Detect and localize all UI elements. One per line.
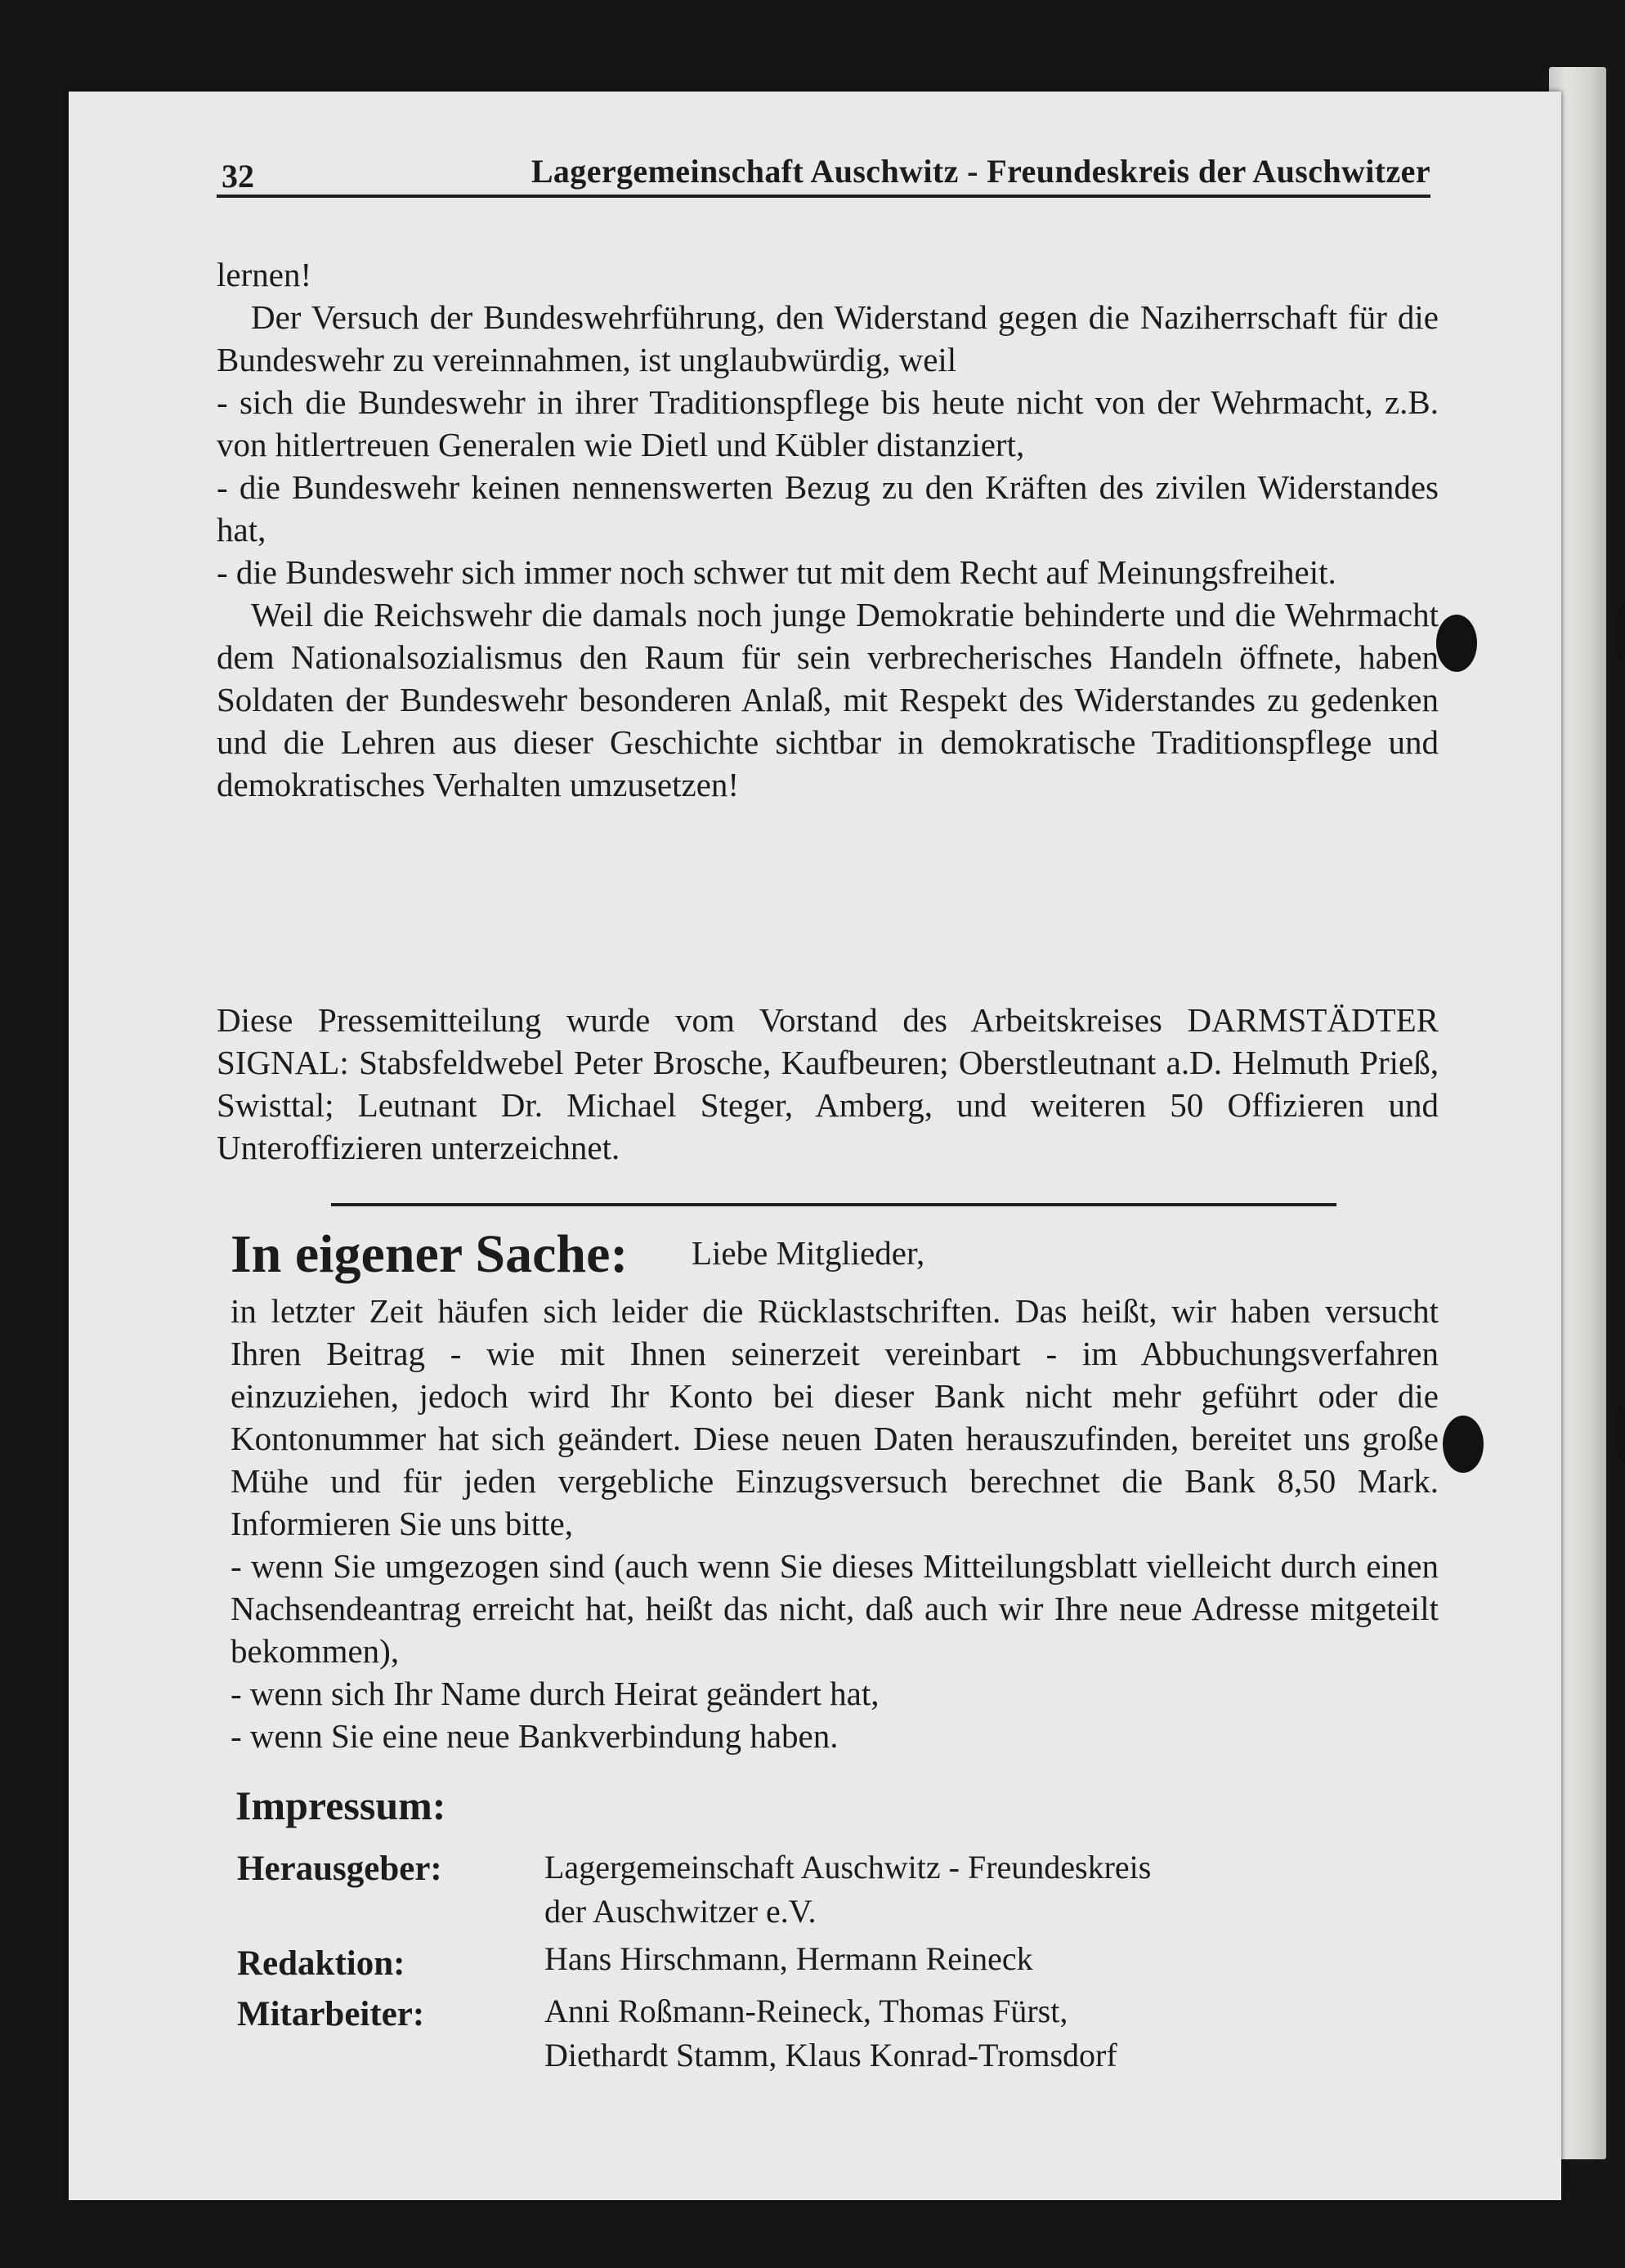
article-body [217, 253, 1439, 806]
article-bullet: - sich die Bundeswehr in ihrer Traditionspflege bis heute nicht von der Wehrmacht, z.B. von hitlertreuen Generalen wie Dietl und Kübler distanziert, [217, 383, 1439, 463]
article-paragraph: Diese Pressemitteilung wurde vom Vorstand des Arbeitskreises DARMSTÄDTER SIGNAL: Stabsfeldwebel Peter Brosche, Kaufbeuren; Oberstleutnant a.D. Helmuth Prieß, Swisttal; Leutnant Dr. Michael Steger, Amberg, und weiteren 50 Offizieren und Unteroffizieren unterzeichnet. [217, 1001, 1439, 1166]
article-paragraph: lernen! [217, 256, 312, 293]
punch-hole [1443, 1416, 1484, 1473]
mitarbeiter-value [544, 1989, 1117, 2078]
mitarbeiter-label: Mitarbeiter: [237, 1995, 425, 2033]
mitarbeiter-line: Anni Roßmann-Reineck, Thomas Fürst, [544, 1993, 1068, 2029]
article-bullet: - die Bundeswehr keinen nennenswerten Bezug zu den Kräften des zivilen Widerstandes hat, [217, 468, 1439, 548]
herausgeber-label: Herausgeber: [237, 1850, 442, 1888]
notice-paragraph: in letzter Zeit häufen sich leider die Rücklastschriften. Das heißt, wir haben versucht Ihren Beitrag - wie mit Ihnen seinerzeit vereinbart - im Abbuchungsverfahren einzuziehen, jedoch wird Ihr Konto bei dieser Bank nicht mehr geführt oder die Kontonummer hat sich geändert. Diese neuen Daten herauszufinden, bereitet uns große Mühe und für jeden vergebliche Einzugsversuch berechnet die Bank 8,50 Mark. Informieren Sie uns bitte, [231, 1292, 1439, 1542]
greeting: Liebe Mitglieder, [692, 1234, 925, 1272]
section-heading: In eigener Sache: [231, 1224, 629, 1284]
mitarbeiter-line: Diethardt Stamm, Klaus Konrad-Tromsdorf [544, 2037, 1117, 2073]
article-paragraph: Weil die Reichswehr die damals noch junge Demokratie behinderte und die Wehrmacht dem Nationalsozialismus den Raum für sein verbrecherisches Handeln öffnete, haben Soldaten der Bundeswehr besonderen Anlaß, mit Respekt des Widerstandes zu gedenken und die Lehren aus dieser Geschichte sichtbar in demokratische Traditionspflege und demokratisches Verhalten umzusetzen! [217, 596, 1439, 803]
page-number: 32 [222, 158, 254, 195]
punch-hole [1614, 605, 1625, 662]
press-release-signature [217, 999, 1439, 1169]
impressum-heading: Impressum: [235, 1783, 446, 1828]
section-divider [331, 1203, 1336, 1206]
notice-bullet: - wenn Sie eine neue Bankverbindung haben. [231, 1717, 839, 1755]
article-bullet: - die Bundeswehr sich immer noch schwer tut mit dem Recht auf Meinungsfreiheit. [217, 553, 1336, 591]
header-title: Lagergemeinschaft Auschwitz - Freundeskreis der Auschwitzer [530, 153, 1430, 190]
herausgeber-value [544, 1845, 1151, 1934]
herausgeber-line: Lagergemeinschaft Auschwitz - Freundeskreis [544, 1849, 1152, 1886]
notice-bullet: - wenn Sie umgezogen sind (auch wenn Sie dieses Mitteilungsblatt vielleicht durch einen Nachsendeantrag erreicht hat, heißt das nicht, daß auch wir Ihre neue Adresse mitgeteilt bekommen), [231, 1547, 1439, 1670]
redaktion-value: Hans Hirschmann, Hermann Reineck [544, 1940, 1033, 1977]
notice-body [231, 1290, 1439, 1757]
notice-bullet: - wenn sich Ihr Name durch Heirat geändert hat, [231, 1675, 880, 1712]
article-paragraph: Der Versuch der Bundeswehrführung, den Widerstand gegen die Naziherrschaft für die Bundeswehr zu vereinnahmen, ist unglaubwürdig, weil [217, 298, 1439, 378]
punch-hole [1614, 1406, 1625, 1463]
redaktion-label: Redaktion: [237, 1944, 405, 1983]
punch-hole [1436, 615, 1477, 672]
herausgeber-line: der Auschwitzer e.V. [544, 1893, 817, 1930]
running-header [217, 145, 1430, 198]
